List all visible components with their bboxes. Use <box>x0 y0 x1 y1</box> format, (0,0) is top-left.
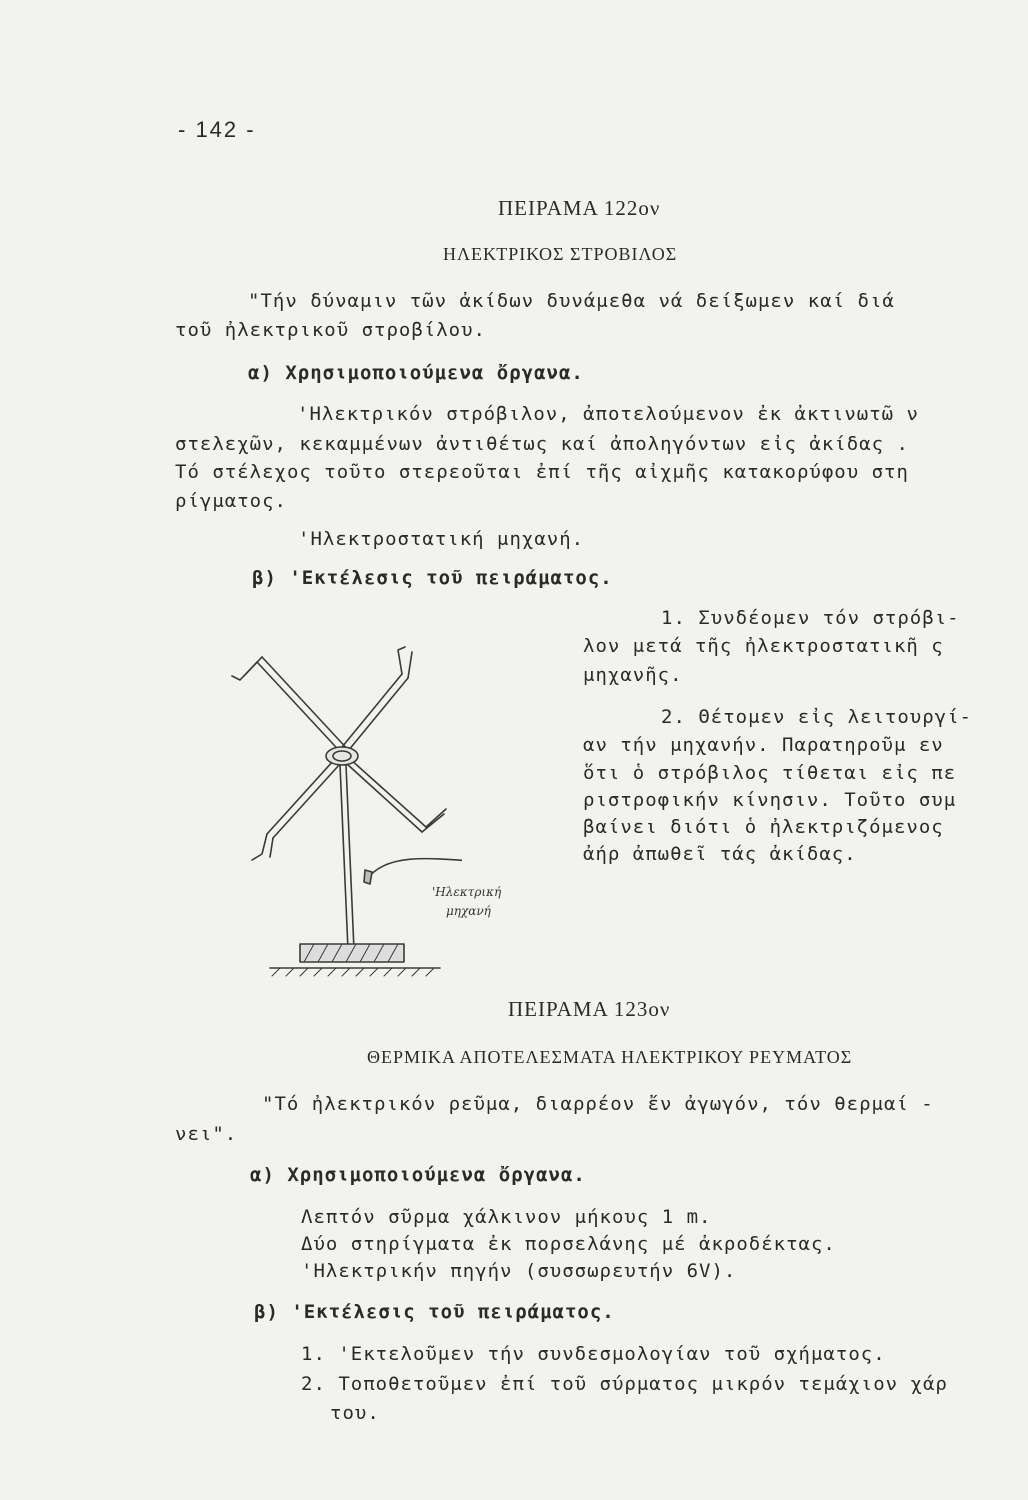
whirl-tip-upper-left <box>232 657 262 680</box>
experiment-122-step-2-line-5: βαίνει διότι ὁ ἠλεκτριζόμενος <box>583 816 944 838</box>
experiment-122-instruments-line-2: στελεχῶν, κεκαμμένων ἀντιθέτως καί ἀποληγόντων εἰς ἀκίδας . <box>175 433 909 455</box>
experiment-122-title: ΠΕΙΡΑΜΑ 122ον <box>498 196 661 220</box>
experiment-122-instruments-line-3: Τό στέλεχος τοῦτο στερεοῦται ἐπί τῆς αἰχμῆς κατακορύφου στη <box>175 461 909 483</box>
experiment-123-instrument-1: Λεπτόν σῦρμα χάλκινον μήκους 1 m. <box>301 1206 712 1228</box>
whirl-stand <box>340 765 354 950</box>
whirl-hub <box>326 747 358 765</box>
experiment-123-step-2-continuation: του. <box>330 1402 380 1424</box>
whirl-arm-upper-left <box>257 657 352 759</box>
experiment-122-step-1-line-3: μηχανῆς. <box>583 664 683 686</box>
experiment-122-subtitle: ΗΛΕΚΤΡΙΚΟΣ ΣΤΡΟΒΙΛΟΣ <box>443 244 678 264</box>
experiment-123-section-a: α) Χρησιμοποιούμενα ὄργανα. <box>250 1164 586 1186</box>
experiment-122-step-2-line-4: ριστροφικήν κίνησιν. Τοῦτο συμ <box>583 789 957 811</box>
experiment-122-instruments-line-5: 'Ηλεκτροστατική μηχανή. <box>298 528 585 550</box>
experiment-123-section-b: β) 'Εκτέλεσις τοῦ πειράματος. <box>254 1301 615 1323</box>
experiment-122-section-b: β) 'Εκτέλεσις τοῦ πειράματος. <box>252 567 613 589</box>
whirl-tip-lower-left <box>252 834 273 860</box>
experiment-122-step-1-line-1: 1. Συνδέομεν τόν στρόβι- <box>661 607 960 629</box>
experiment-123-instrument-2: Δύο στηρίγματα ἐκ πορσελάνης μέ ἀκροδέκτας. <box>301 1233 836 1255</box>
whirl-tip-upper-right <box>398 647 412 678</box>
experiment-122-instruments-line-4: ρίγματος. <box>175 490 287 512</box>
experiment-122-step-2-line-1: 2. Θέτομεν εἰς λειτουργί- <box>661 706 972 728</box>
electric-whirl-figure <box>222 632 462 994</box>
experiment-122-step-2-line-6: ἀήρ ἀπωθεῖ τάς ἀκίδας. <box>583 843 857 865</box>
experiment-123-intro-line-2: νει". <box>175 1123 238 1145</box>
experiment-123-subtitle: ΘΕΡΜΙΚΑ ΑΠΟΤΕΛΕΣΜΑΤΑ ΗΛΕΚΤΡΙΚΟΥ ΡΕΥΜΑΤΟΣ <box>367 1047 853 1067</box>
experiment-122-instruments-line-1: 'Ηλεκτρικόν στρόβιλον, ἀποτελούμενον ἐκ ἀκτινωτῶ ν <box>297 403 919 425</box>
experiment-122-step-2-line-3: ὅτι ὁ στρόβιλος τίθεται εἰς πε <box>583 762 957 784</box>
connection-wire <box>368 859 462 878</box>
experiment-123-step-2: 2. Τοποθετοῦμεν ἐπί τοῦ σύρματος μικρόν τεμάχιον χάρ <box>301 1373 948 1395</box>
experiment-123-step-1: 1. 'Εκτελοῦμεν τήν συνδεσμολογίαν τοῦ σχήματος. <box>301 1343 886 1365</box>
figure-label-line-1: 'Ηλεκτρική <box>432 885 502 899</box>
experiment-123-intro-line-1: "Τό ἠλεκτρικόν ρεῦμα, διαρρέον ἔν ἀγωγόν, τόν θερμαί - <box>262 1093 934 1115</box>
whirl-arm-lower-right <box>347 759 426 832</box>
experiment-123-title: ΠΕΙΡΑΜΑ 123ον <box>508 997 671 1021</box>
experiment-122-intro-line-1: "Τήν δύναμιν τῶν ἀκίδων δυνάμεθα νά δείξωμεν καί διά <box>248 290 895 312</box>
page-number: - 142 - <box>178 117 256 142</box>
experiment-122-section-a: α) Χρησιμοποιούμενα ὄργανα. <box>248 362 584 384</box>
whirl-arm-lower-left <box>267 760 340 838</box>
whirl-base <box>300 944 404 962</box>
experiment-122-step-2-line-2: αν τήν μηχανήν. Παρατηροῦμ εν <box>583 734 944 756</box>
whirl-tip-lower-right <box>422 809 446 832</box>
whirl-arm-upper-right <box>342 674 408 751</box>
experiment-122-intro-line-2: τοῦ ἠλεκτρικοῦ στροβίλου. <box>175 319 486 341</box>
experiment-122-step-1-line-2: λον μετά τῆς ἠλεκτροστατικῆ ς <box>583 635 944 657</box>
experiment-123-instrument-3: 'Ηλεκτρικήν πηγήν (συσσωρευτήν 6V). <box>301 1260 737 1282</box>
figure-label-line-2: μηχανή <box>446 904 491 918</box>
